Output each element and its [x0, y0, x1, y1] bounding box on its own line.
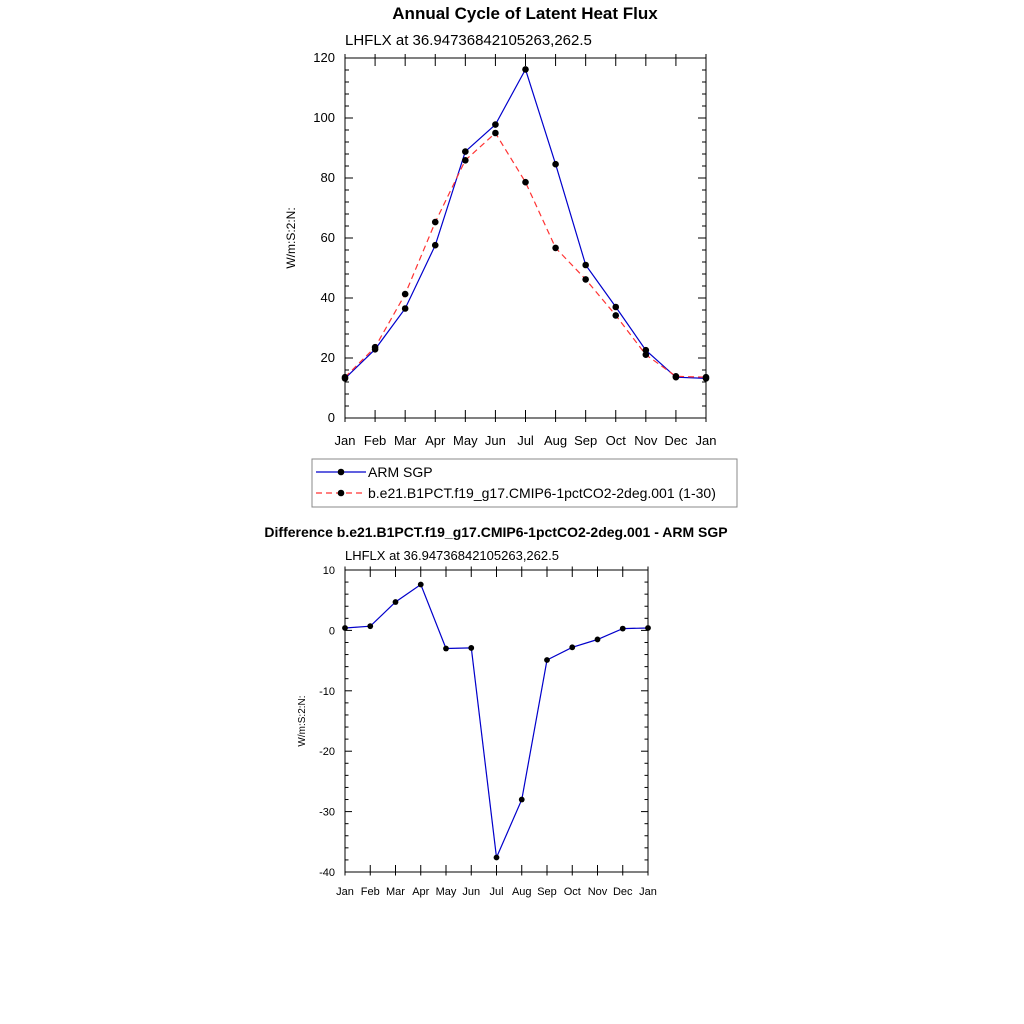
x-tick-label: Jan — [334, 433, 356, 448]
data-point-arm-sgp — [402, 305, 409, 312]
data-point-model — [462, 157, 469, 164]
x-tick-label: Aug — [544, 433, 568, 448]
top-chart-y-tick-labels — [313, 50, 335, 425]
x-tick-label: Sep — [574, 433, 598, 448]
legend-marker-arm-sgp — [338, 469, 345, 476]
data-point-difference — [468, 645, 474, 651]
legend-label-arm-sgp: ARM SGP — [368, 464, 433, 480]
y-tick-label: 10 — [322, 565, 335, 577]
bottom-chart-y-axis-label: W/m:S:2:N: — [297, 695, 308, 747]
x-tick-label: Dec — [612, 886, 633, 898]
y-tick-label: -40 — [319, 867, 335, 879]
data-point-arm-sgp — [432, 242, 439, 249]
top-chart-series-points — [342, 66, 710, 382]
bottom-chart-series-points — [342, 582, 651, 861]
y-tick-label: -20 — [319, 746, 335, 759]
y-tick-label: -30 — [319, 806, 335, 819]
legend-label-model: b.e21.B1PCT.f19_g17.CMIP6-1pctCO2-2deg.001 (1-30) — [368, 485, 716, 501]
data-point-model — [643, 351, 650, 358]
data-point-arm-sgp — [522, 66, 529, 73]
x-tick-label: Apr — [412, 886, 430, 898]
data-point-model — [342, 374, 349, 381]
x-tick-label: Jan — [695, 433, 717, 448]
y-tick-label: 20 — [320, 350, 335, 365]
bottom-chart-y-tick-labels — [319, 565, 335, 879]
x-tick-label: May — [435, 886, 457, 898]
data-point-model — [552, 245, 559, 252]
chart-legend — [312, 459, 737, 507]
data-point-difference — [544, 657, 550, 663]
x-tick-label: Dec — [664, 433, 688, 448]
bottom-chart-subtitle: LHFLX at 36.94736842105263,262.5 — [345, 548, 559, 563]
data-point-arm-sgp — [612, 304, 619, 311]
bottom-chart-plot-frame — [345, 570, 648, 872]
data-point-arm-sgp — [582, 262, 589, 269]
top-chart-x-tick-labels — [335, 433, 717, 448]
bottom-chart-ticks — [345, 567, 648, 876]
x-tick-label: May — [453, 433, 478, 448]
top-chart-subtitle: LHFLX at 36.94736842105263,262.5 — [345, 32, 592, 49]
data-point-arm-sgp — [492, 121, 499, 128]
y-tick-label: 60 — [320, 230, 335, 245]
data-point-difference — [595, 637, 601, 643]
y-tick-label: -10 — [319, 685, 335, 698]
x-tick-label: Mar — [386, 886, 405, 898]
data-point-difference — [569, 644, 575, 650]
x-tick-label: Jan — [336, 886, 354, 898]
x-tick-label: Jan — [639, 886, 657, 898]
data-point-difference — [620, 626, 626, 632]
top-chart-series-lines — [345, 69, 706, 378]
top-chart-panel — [284, 4, 716, 448]
x-tick-label: Feb — [363, 433, 387, 448]
series-line-difference — [345, 585, 648, 858]
y-tick-label: 120 — [313, 50, 335, 65]
top-chart-y-axis-label: W/m:S:2:N: — [284, 207, 298, 269]
data-point-difference — [519, 797, 525, 803]
x-tick-label: Oct — [605, 433, 626, 448]
x-tick-label: Oct — [563, 886, 581, 898]
x-tick-label: Jun — [484, 433, 506, 448]
x-tick-label: Apr — [425, 433, 446, 448]
bottom-chart-title: Difference b.e21.B1PCT.f19_g17.CMIP6-1pctCO2-2deg.001 - ARM SGP — [264, 524, 728, 540]
data-point-model — [372, 344, 379, 351]
series-line-arm-sgp — [345, 69, 706, 378]
top-chart-plot-frame — [345, 58, 706, 418]
series-line-model — [345, 133, 706, 377]
y-tick-label: 100 — [313, 110, 335, 125]
y-tick-label: 0 — [327, 410, 335, 425]
x-tick-label: Jul — [517, 433, 534, 448]
data-point-model — [703, 374, 710, 381]
x-tick-label: Aug — [511, 886, 532, 898]
y-tick-label: 40 — [320, 290, 335, 305]
data-point-difference — [342, 625, 348, 631]
top-chart-title: Annual Cycle of Latent Heat Flux — [392, 4, 658, 23]
x-tick-label: Mar — [393, 433, 417, 448]
data-point-difference — [418, 582, 424, 588]
x-tick-label: Nov — [587, 886, 608, 898]
data-point-model — [402, 291, 409, 298]
series-line-difference-overlay — [345, 585, 648, 858]
data-point-model — [492, 130, 499, 137]
data-point-model — [582, 276, 589, 283]
data-point-model — [522, 179, 529, 186]
y-tick-label: 0 — [328, 625, 335, 638]
bottom-chart-series-lines — [345, 585, 648, 858]
top-chart-ticks — [345, 54, 706, 422]
x-tick-label: Feb — [360, 886, 380, 898]
data-point-model — [612, 312, 619, 319]
y-tick-label: 80 — [320, 170, 335, 185]
data-point-difference — [393, 599, 399, 605]
data-point-difference — [494, 855, 500, 861]
x-tick-label: Sep — [537, 886, 557, 898]
data-point-model — [432, 219, 439, 226]
data-point-arm-sgp — [552, 161, 559, 168]
x-tick-label: Jun — [462, 886, 481, 898]
data-point-arm-sgp — [462, 148, 469, 155]
data-point-difference — [367, 623, 373, 629]
bottom-chart-x-tick-labels — [336, 886, 657, 898]
data-point-difference — [645, 625, 651, 631]
bottom-chart-panel — [264, 524, 727, 898]
x-tick-label: Jul — [489, 886, 504, 898]
data-point-model — [673, 373, 680, 380]
legend-marker-model — [338, 490, 345, 497]
x-tick-label: Nov — [634, 433, 658, 448]
data-point-difference — [443, 646, 449, 652]
